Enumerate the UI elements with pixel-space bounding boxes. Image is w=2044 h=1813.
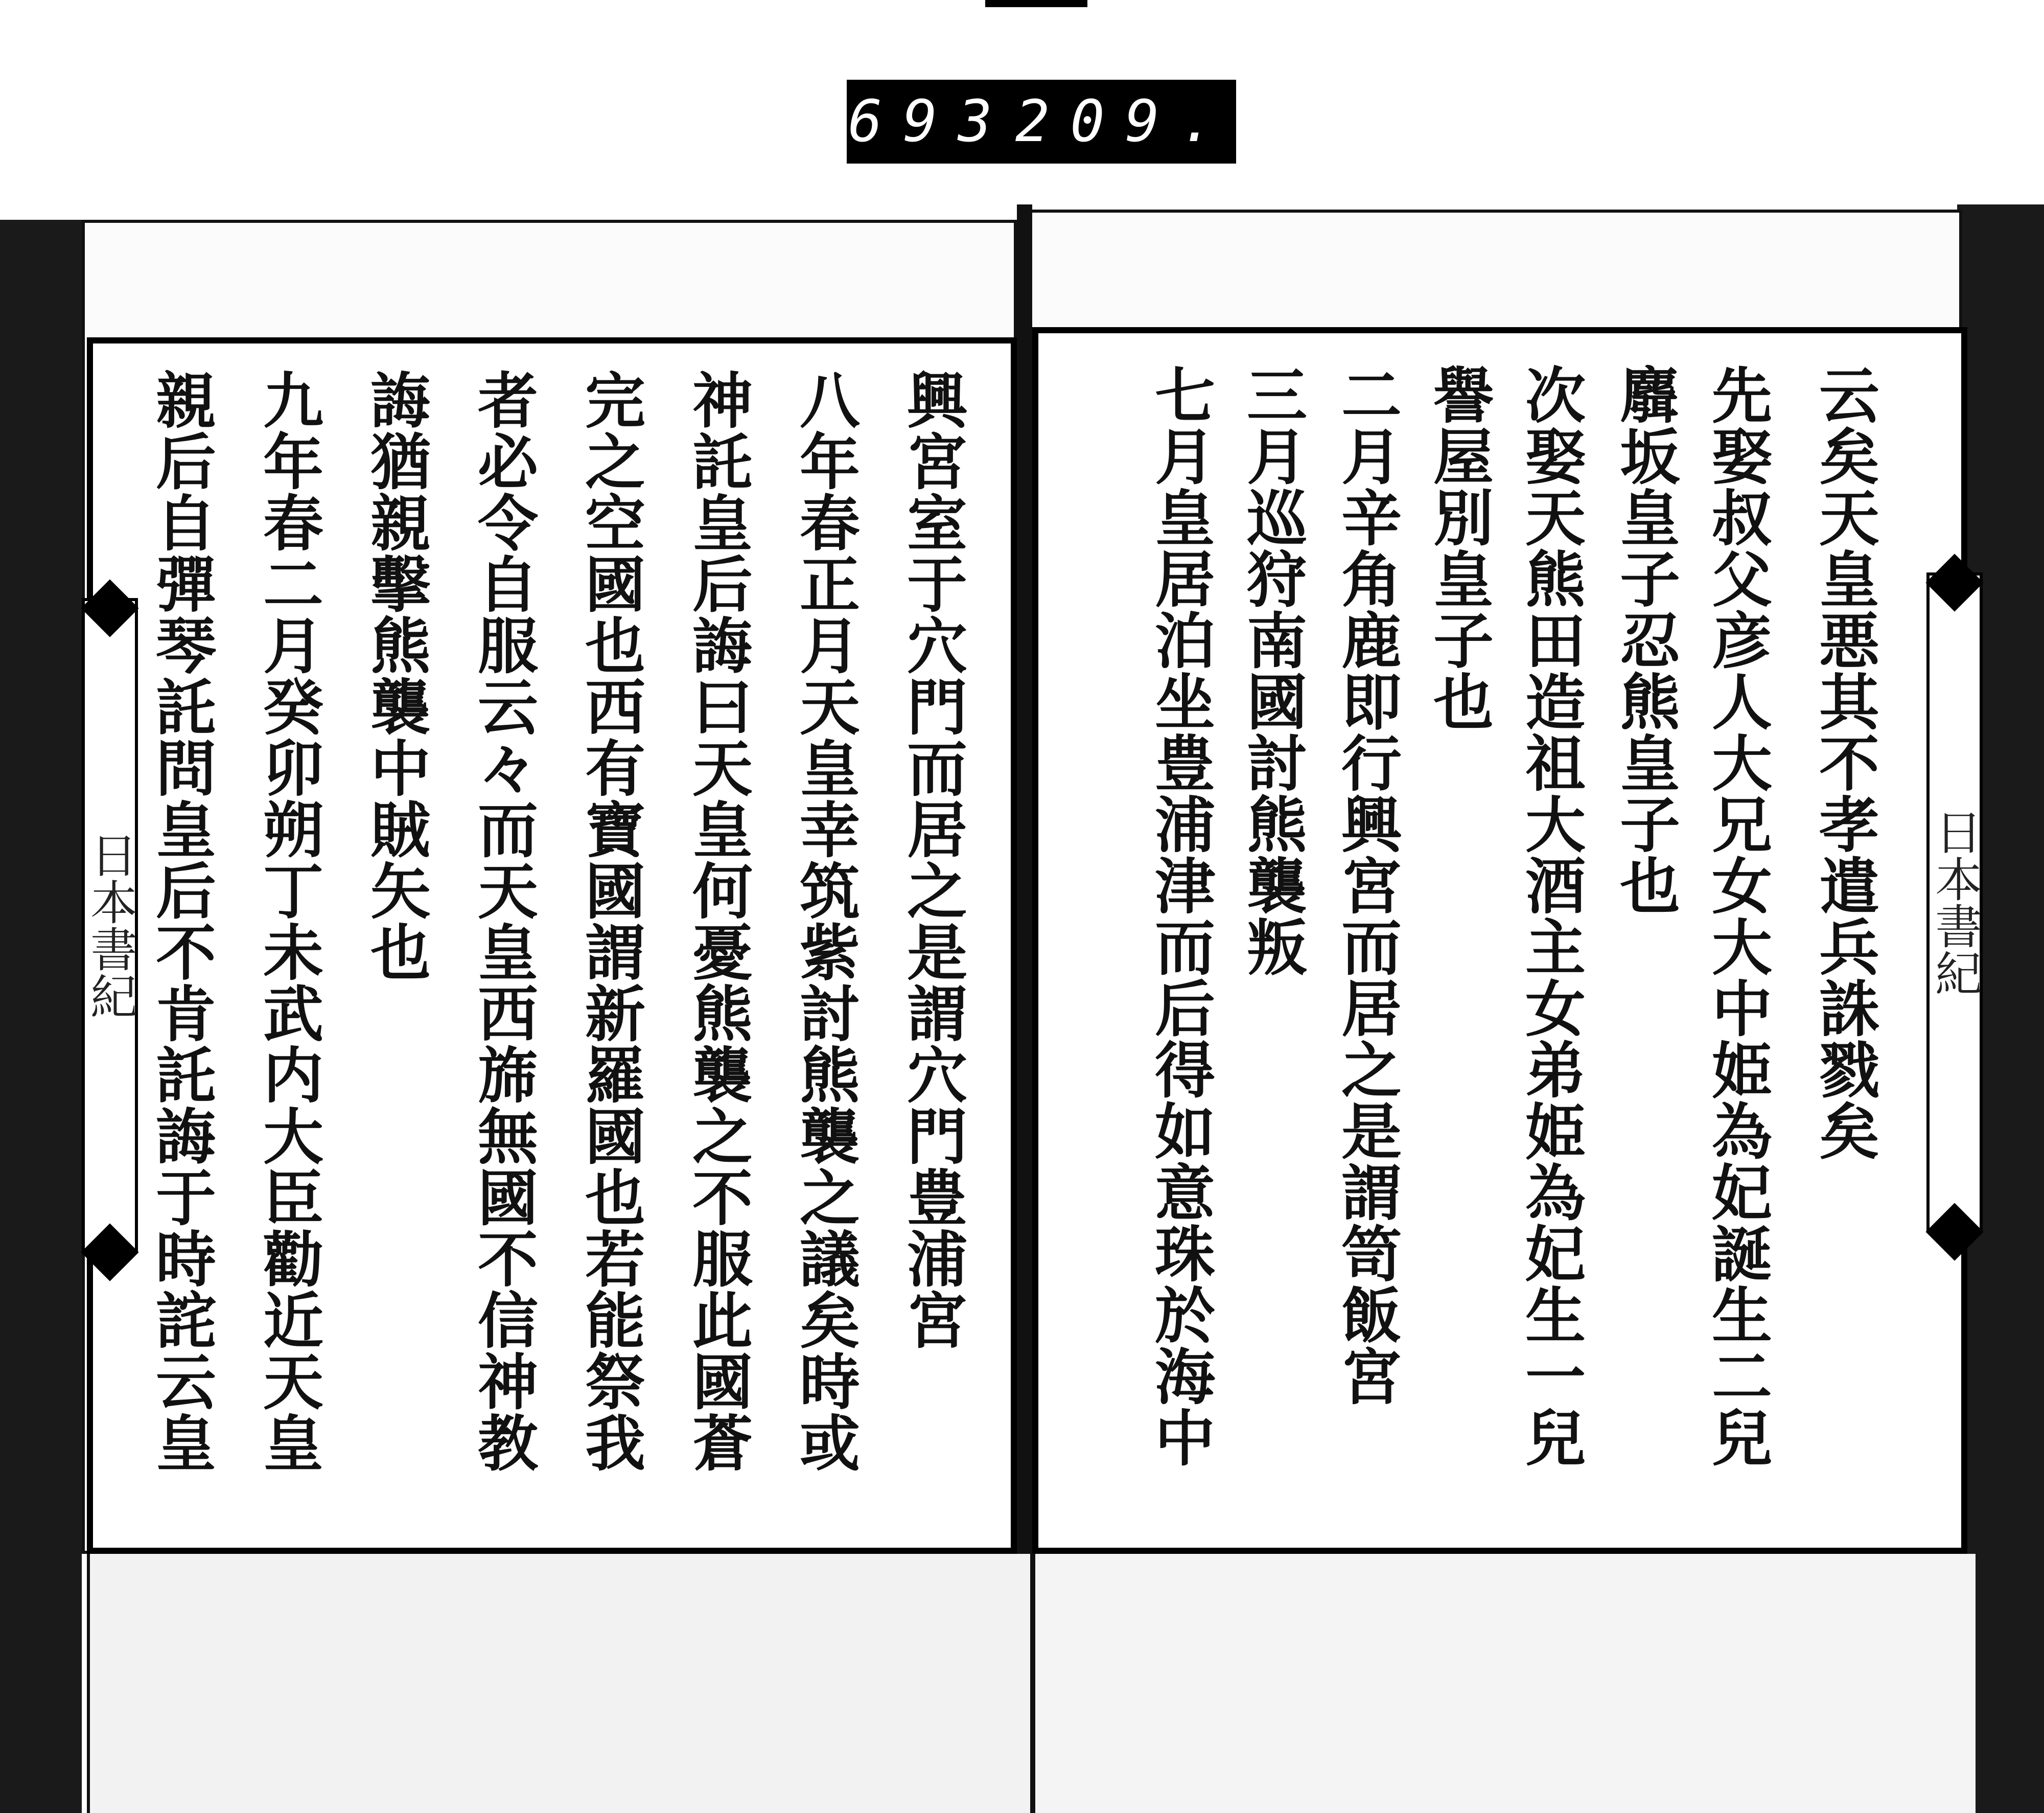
text-column: 次娶天熊田造祖大酒主女弟姫為妃生一兒 <box>1515 364 1586 1468</box>
text-column: 完之空國也西有寶國謂新羅國也若能祭我 <box>575 369 646 1473</box>
text-column: 三月巡狩南國討熊襲叛 <box>1237 364 1308 977</box>
frame-number-right: 209. <box>1015 88 1235 155</box>
text-column: 七月皇居泊坐豊浦津而后得如意珠於海中 <box>1145 364 1216 1468</box>
page-right-lower-margin <box>1032 1554 1976 1813</box>
edge-tab-right <box>1926 572 1983 1232</box>
edge-tab-label: 日本書紀 <box>83 831 137 1019</box>
text-column: 麛坂皇子忍熊皇子也 <box>1610 364 1681 916</box>
text-column: 二月辛角鹿即行興宮而居之是謂笥飯宮 <box>1331 364 1402 1407</box>
text-column: 神託皇后誨曰天皇何憂熊襲之不服此國蒼 <box>682 369 753 1473</box>
film-frame-label <box>847 80 1236 164</box>
text-frame-right <box>1032 327 1967 1554</box>
text-frame-left <box>87 337 1017 1554</box>
text-column: 譽屋別皇子也 <box>1423 364 1494 732</box>
page-left-lower-margin <box>87 1554 1030 1813</box>
edge-tab-label: 日本書紀 <box>1927 808 1982 996</box>
edge-tab-left <box>82 598 138 1252</box>
frame-number-left: 693 <box>848 88 1013 155</box>
text-column: 先娶叔父彦人大兄女大中姫為妃誕生二兒 <box>1702 364 1773 1468</box>
text-column: 誨猶親擊熊襲中賊矢也 <box>360 369 431 982</box>
text-column: 八年春正月天皇幸筑紫討熊襲之議矣時或 <box>789 369 861 1473</box>
text-column: 云矣天皇悪其不孝遣兵誅戮矣 <box>1809 364 1880 1161</box>
text-column: 者必令自服云々而天皇西旆無國不信神教 <box>468 369 539 1473</box>
text-column: 興宮室于穴門而居之是謂穴門豊浦宮 <box>897 369 968 1350</box>
text-column: 九年春二月癸卯朔丁未武内大臣勸近天皇 <box>253 369 324 1473</box>
top-film-mark <box>985 0 1087 7</box>
text-column: 親后自彈琴託問皇后不肯託誨于時詫云皇 <box>146 369 217 1473</box>
book-cover-left <box>0 220 82 1813</box>
